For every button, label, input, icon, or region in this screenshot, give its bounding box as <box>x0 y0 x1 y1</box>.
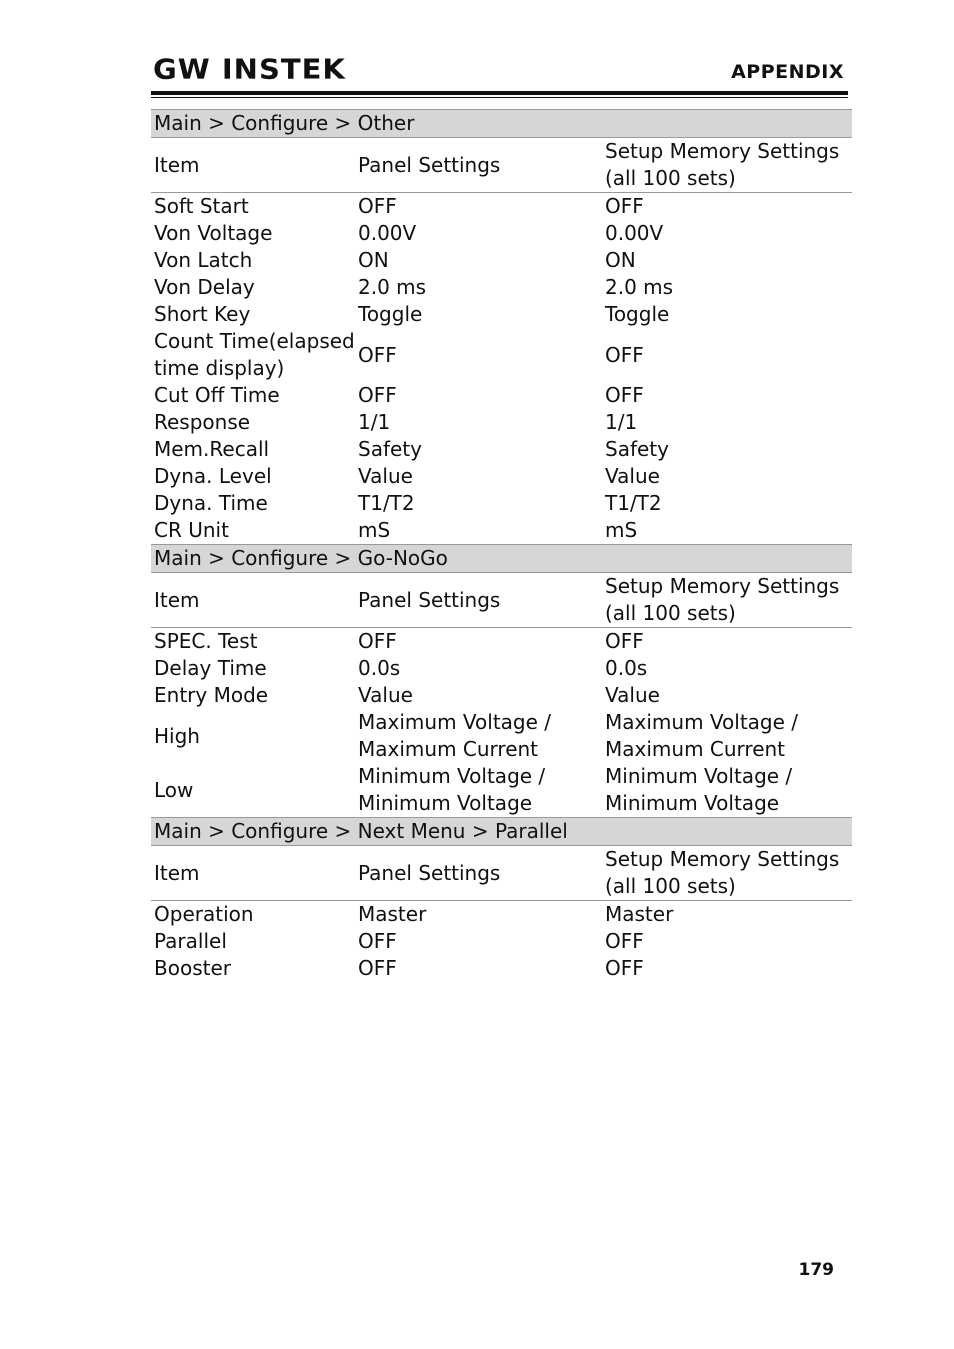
row-panel: mS <box>358 518 391 542</box>
table-row <box>151 955 852 982</box>
row-panel: OFF <box>358 194 397 218</box>
section-row <box>151 545 852 573</box>
gw-instek-logo: GW INSTEK <box>153 52 346 86</box>
row-panel: Master <box>358 902 427 926</box>
row-item: Delay Time <box>154 656 267 680</box>
row-memory: Value <box>605 464 660 488</box>
table-row <box>151 274 852 301</box>
row-panel: Minimum Voltage / Minimum Voltage <box>358 764 546 815</box>
table-row <box>151 682 852 709</box>
row-item: Booster <box>154 956 231 980</box>
table-row <box>151 247 852 274</box>
row-item: Count Time(elapsed time display) <box>154 329 355 380</box>
table-row <box>151 655 852 682</box>
column-header-memory: Setup Memory Settings (all 100 sets) <box>602 573 852 628</box>
header-rule <box>151 91 848 95</box>
table-row <box>151 382 852 409</box>
column-header-panel: Panel Settings <box>355 138 602 193</box>
row-panel: 1/1 <box>358 410 391 434</box>
row-item: Response <box>154 410 251 434</box>
row-panel: OFF <box>358 383 397 407</box>
row-memory: 0.0s <box>605 656 648 680</box>
row-panel: 0.0s <box>358 656 401 680</box>
column-header-panel: Panel Settings <box>355 846 602 901</box>
row-item: Soft Start <box>154 194 249 218</box>
row-panel: T1/T2 <box>358 491 415 515</box>
row-memory: mS <box>605 518 638 542</box>
header-row <box>151 138 852 193</box>
row-memory: 1/1 <box>605 410 638 434</box>
row-panel: Toggle <box>358 302 423 326</box>
row-memory: OFF <box>605 929 644 953</box>
row-item: Dyna. Level <box>154 464 272 488</box>
row-memory: OFF <box>605 383 644 407</box>
table-row <box>151 328 852 382</box>
section-title: Main > Configure > Go-NoGo <box>151 545 852 573</box>
table-row <box>151 463 852 490</box>
row-item: Short Key <box>154 302 251 326</box>
table-row <box>151 517 852 545</box>
section-row <box>151 818 852 846</box>
row-item: Von Voltage <box>154 221 273 245</box>
row-memory: OFF <box>605 629 644 653</box>
row-panel: OFF <box>358 956 397 980</box>
row-memory: 2.0 ms <box>605 275 674 299</box>
table-row <box>151 193 852 221</box>
row-memory: Safety <box>605 437 669 461</box>
row-memory: OFF <box>605 342 644 367</box>
settings-table <box>151 109 852 982</box>
section-title: Main > Configure > Next Menu > Parallel <box>151 818 852 846</box>
header-row <box>151 846 852 901</box>
table-row <box>151 220 852 247</box>
section-title: Main > Configure > Other <box>151 110 852 138</box>
row-item: Von Delay <box>154 275 255 299</box>
table-row <box>151 628 852 656</box>
row-item: Entry Mode <box>154 683 269 707</box>
table-row <box>151 436 852 463</box>
table-row <box>151 901 852 929</box>
page-number: 179 <box>798 1260 834 1280</box>
column-header-item: Item <box>151 846 355 901</box>
row-panel: OFF <box>358 629 397 653</box>
row-item: CR Unit <box>154 518 229 542</box>
row-panel: 0.00V <box>358 221 417 245</box>
row-item: Parallel <box>154 929 227 953</box>
row-memory: Toggle <box>605 302 670 326</box>
column-header-memory: Setup Memory Settings (all 100 sets) <box>602 138 852 193</box>
row-memory: Master <box>605 902 674 926</box>
table-row <box>151 490 852 517</box>
row-memory: Value <box>605 683 660 707</box>
row-panel: Safety <box>358 437 422 461</box>
row-panel: Maximum Voltage / Maximum Current <box>358 710 552 761</box>
row-panel: OFF <box>358 342 397 367</box>
table-row <box>151 409 852 436</box>
row-item: Operation <box>154 902 254 926</box>
table-row <box>151 709 852 763</box>
column-header-item: Item <box>151 138 355 193</box>
row-item: Dyna. Time <box>154 491 268 515</box>
row-memory: OFF <box>605 194 644 218</box>
row-item: Von Latch <box>154 248 253 272</box>
row-panel: Value <box>358 464 413 488</box>
column-header-panel: Panel Settings <box>355 573 602 628</box>
section-label: APPENDIX <box>731 61 844 83</box>
row-panel: 2.0 ms <box>358 275 427 299</box>
row-memory: Maximum Voltage / Maximum Current <box>605 710 799 761</box>
section-row <box>151 110 852 138</box>
column-header-memory: Setup Memory Settings (all 100 sets) <box>602 846 852 901</box>
row-item: Cut Off Time <box>154 383 280 407</box>
row-memory: T1/T2 <box>605 491 662 515</box>
header-row <box>151 573 852 628</box>
row-memory: 0.00V <box>605 221 664 245</box>
row-item: Low <box>154 777 194 802</box>
row-memory: OFF <box>605 956 644 980</box>
table-row <box>151 928 852 955</box>
row-panel: Value <box>358 683 413 707</box>
row-panel: OFF <box>358 929 397 953</box>
table-row <box>151 763 852 818</box>
row-item: High <box>154 723 200 748</box>
row-item: SPEC. Test <box>154 629 258 653</box>
row-memory: Minimum Voltage / Minimum Voltage <box>605 764 793 815</box>
row-memory: ON <box>605 248 636 272</box>
row-item: Mem.Recall <box>154 437 270 461</box>
column-header-item: Item <box>151 573 355 628</box>
header-rule-thin <box>151 97 848 98</box>
table-row <box>151 301 852 328</box>
row-panel: ON <box>358 248 389 272</box>
